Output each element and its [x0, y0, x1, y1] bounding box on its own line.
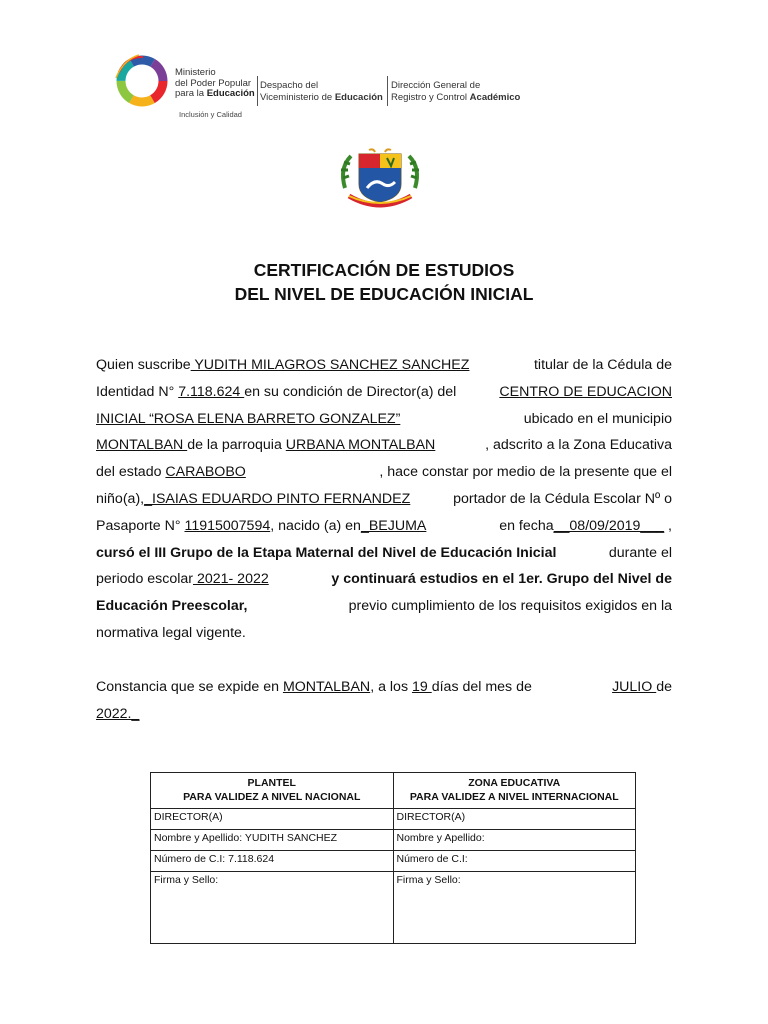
- table-cell: Nombre y Apellido: YUDITH SANCHEZ: [151, 830, 394, 851]
- zona-educativa-header: [393, 773, 636, 809]
- text: del estado: [96, 464, 166, 481]
- issue-day: 19: [411, 679, 432, 695]
- text-run: [612, 674, 672, 701]
- direccion-line-2: [391, 92, 520, 104]
- director-name: YUDITH MILAGROS SANCHEZ SANCHEZ: [190, 357, 470, 373]
- text: , adscrito a la Zona Educativa: [485, 437, 672, 454]
- text: días del mes de: [431, 679, 532, 695]
- table-cell: Número de C.I:: [393, 851, 636, 872]
- text: ubicado en el municipio: [523, 410, 672, 427]
- text: Quien suscribe: [96, 357, 191, 373]
- text: Identidad N°: [96, 383, 179, 400]
- signature-table: [150, 772, 636, 944]
- letterhead: [113, 50, 593, 122]
- despacho-line-2-pre: Viceministerio de: [260, 92, 335, 103]
- header-line: PARA VALIDEZ A NIVEL NACIONAL: [183, 791, 361, 803]
- ministry-line-3-pre: para la: [175, 88, 207, 99]
- text: , hace constar por medio de la presente que el: [379, 464, 672, 481]
- school-year: 2021- 2022: [193, 571, 269, 588]
- despacho-name: [260, 80, 383, 104]
- text-run: [96, 379, 456, 406]
- text-run: [96, 486, 410, 513]
- child-ci: 11915007594: [184, 517, 271, 534]
- table-row: [151, 830, 636, 851]
- direccion-line-2-pre: Registro y Control: [391, 92, 470, 103]
- table-row: [151, 851, 636, 872]
- paragraph-line: [96, 379, 672, 406]
- closing-paragraph: [96, 674, 672, 728]
- issue-place: MONTALBAN: [282, 679, 371, 695]
- plantel-header: [151, 773, 394, 809]
- paragraph-line: [96, 513, 672, 540]
- school-name: INICIAL “ROSA ELENA BARRETO GONZALEZ”: [96, 410, 401, 427]
- text: periodo escolar: [96, 571, 194, 588]
- text: de la parroquia: [187, 437, 286, 454]
- certification-paragraph: [96, 352, 672, 647]
- coat-of-arms-icon: [335, 148, 425, 212]
- ministry-name: [175, 68, 255, 100]
- table-row: [151, 809, 636, 830]
- paragraph-line: [96, 352, 672, 379]
- text: de: [656, 679, 672, 695]
- header-line: ZONA EDUCATIVA: [468, 777, 561, 789]
- ministry-line-1: Ministerio: [175, 67, 216, 78]
- text: niño(a),: [96, 490, 145, 507]
- ministry-slogan: Inclusión y Calidad: [179, 110, 242, 119]
- direccion-line-2-bold: Académico: [469, 92, 521, 103]
- text: , nacido (a) en: [270, 517, 361, 534]
- child-name: _ISAIAS EDUARDO PINTO FERNANDEZ: [144, 490, 411, 507]
- document-title-line-2: DEL NIVEL DE EDUCACIÓN INICIAL: [234, 284, 534, 304]
- table-cell: DIRECTOR(A): [151, 809, 394, 830]
- header-divider: [387, 76, 388, 106]
- text: Constancia que se expide en: [96, 679, 283, 695]
- issue-month: JULIO: [612, 679, 657, 695]
- continuation-statement: y continuará estudios en el 1er. Grupo del Nivel de: [331, 571, 672, 588]
- school-name: CENTRO DE EDUCACION: [499, 383, 672, 400]
- text-run: [96, 566, 269, 593]
- continuation-level: Educación Preescolar,: [96, 598, 248, 615]
- ministry-line-3-bold: Educación: [206, 88, 255, 99]
- text: en fecha: [499, 517, 554, 534]
- birthplace: _BEJUMA: [360, 517, 427, 534]
- text-run: [96, 432, 435, 459]
- paragraph-line: [96, 566, 672, 593]
- ministry-line-3: [175, 89, 255, 100]
- despacho-line-2: [260, 92, 383, 104]
- paragraph-line: [96, 406, 672, 433]
- paragraph-line: [96, 432, 672, 459]
- text: durante el: [608, 544, 672, 561]
- text: titular de la Cédula de: [533, 357, 672, 373]
- text-run: [499, 513, 672, 540]
- text: Pasaporte N°: [96, 517, 185, 534]
- direccion-line-1: Dirección General de: [391, 80, 481, 91]
- paragraph-line: [96, 593, 672, 620]
- text-run: [96, 459, 246, 486]
- paragraph-line: [96, 540, 672, 567]
- signature-cell: Firma y Sello:: [393, 872, 636, 944]
- issue-year: 2022._: [96, 705, 140, 722]
- paragraph-line: [96, 486, 672, 513]
- signature-cell: Firma y Sello:: [151, 872, 394, 944]
- table-cell: Número de C.I: 7.118.624: [151, 851, 394, 872]
- ministry-logo-icon: [113, 52, 171, 110]
- direccion-name: [391, 80, 520, 104]
- paragraph-line: [96, 674, 672, 701]
- table-row: [151, 872, 636, 944]
- header-line: PARA VALIDEZ A NIVEL INTERNACIONAL: [409, 791, 619, 803]
- despacho-line-2-bold: Educación: [334, 92, 383, 103]
- municipio: MONTALBAN: [96, 437, 188, 454]
- ministry-line-2: del Poder Popular: [175, 77, 252, 89]
- estado: CARABOBO: [165, 464, 246, 481]
- text: ,: [664, 517, 672, 534]
- table-cell: DIRECTOR(A): [393, 809, 636, 830]
- birthdate: __08/09/2019___: [553, 517, 665, 534]
- course-statement: cursó el III Grupo de la Etapa Maternal del Nivel de Educación Inicial: [96, 544, 557, 561]
- text-run: [96, 513, 426, 540]
- parroquia: URBANA MONTALBAN: [285, 437, 436, 454]
- text-run: [96, 674, 532, 701]
- text: portador de la Cédula Escolar Nº o: [453, 490, 672, 507]
- director-ci: 7.118.624: [178, 383, 245, 400]
- table-row: [151, 773, 636, 809]
- document-title-line-1: CERTIFICACIÓN DE ESTUDIOS: [253, 260, 515, 280]
- text: en su condición de Director(a) del: [244, 383, 457, 400]
- header-line: PLANTEL: [247, 777, 296, 789]
- despacho-line-1: Despacho del: [260, 80, 319, 91]
- table-cell: Nombre y Apellido:: [393, 830, 636, 851]
- paragraph-line: normativa legal vigente.: [96, 624, 246, 641]
- paragraph-line: [96, 459, 672, 486]
- text: previo cumplimiento de los requisitos exigidos en la: [348, 598, 672, 615]
- text: , a los: [370, 679, 412, 695]
- header-divider: [257, 76, 258, 106]
- text-run: [96, 352, 469, 379]
